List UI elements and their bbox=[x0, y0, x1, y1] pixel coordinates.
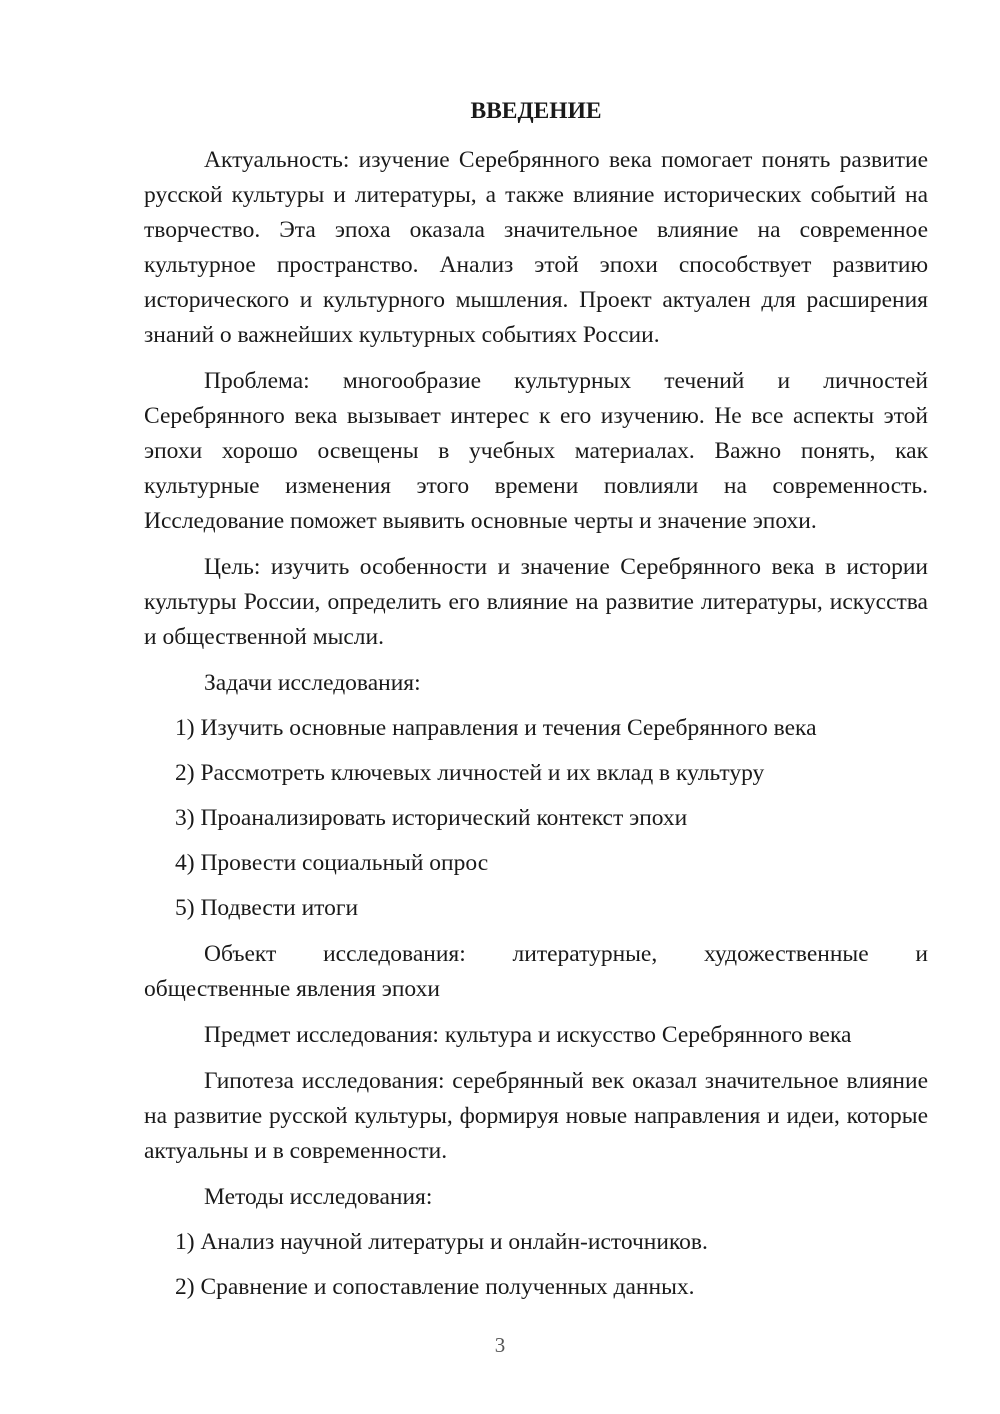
relevance-paragraph: Актуальность: изучение Серебрянного века помогает понять развитие русской культуры и литературы, а также влияние исторических событий на творчество. Эта эпоха оказала значительное влияние на современное культурное пространство. Анализ этой эпохи способствует развитию исторического и культурного мышления. Проект актуален для расширения знаний о важнейших культурных событиях России. bbox=[144, 147, 928, 348]
tasks-list bbox=[144, 711, 928, 926]
object-paragraph bbox=[144, 937, 928, 1007]
object-line-1: Объект исследования: литературные, художественные и bbox=[204, 941, 928, 967]
methods-list bbox=[144, 1225, 928, 1305]
goal-paragraph: Цель: изучить особенности и значение Серебрянного века в истории культуры России, определить его влияние на развитие литературы, искусства и общественной мысли. bbox=[144, 554, 928, 650]
object-line-2: общественные явления эпохи bbox=[144, 976, 440, 1002]
page-content bbox=[144, 94, 928, 1305]
method-item: 2) Сравнение и сопоставление полученных данных. bbox=[175, 1274, 695, 1300]
subject-paragraph: Предмет исследования: культура и искусство Серебрянного века bbox=[204, 1022, 852, 1048]
hypothesis-paragraph: Гипотеза исследования: серебрянный век оказал значительное влияние на развитие русской культуры, формируя новые направления и идеи, которые актуальны и в современности. bbox=[144, 1068, 928, 1164]
page-number: 3 bbox=[494, 1333, 506, 1357]
task-item: 3) Проанализировать исторический контекст эпохи bbox=[175, 805, 688, 831]
task-item: 4) Провести социальный опрос bbox=[175, 850, 489, 876]
task-item: 2) Рассмотреть ключевых личностей и их вклад в культуру bbox=[175, 760, 765, 786]
task-item: 1) Изучить основные направления и течения Серебрянного века bbox=[175, 715, 817, 741]
methods-heading: Методы исследования: bbox=[204, 1184, 433, 1210]
task-item: 5) Подвести итоги bbox=[175, 895, 359, 921]
method-item: 1) Анализ научной литературы и онлайн-источников. bbox=[175, 1229, 708, 1255]
section-title: ВВЕДЕНИЕ bbox=[470, 98, 602, 124]
problem-paragraph: Проблема: многообразие культурных течений и личностей Серебрянного века вызывает интерес к его изучению. Не все аспекты этой эпохи хорошо освещены в учебных материалах. Важно понять, как культурные изменения этого времени повлияли на современность. Исследование поможет выявить основные черты и значение эпохи. bbox=[144, 368, 928, 534]
tasks-heading: Задачи исследования: bbox=[204, 670, 421, 696]
